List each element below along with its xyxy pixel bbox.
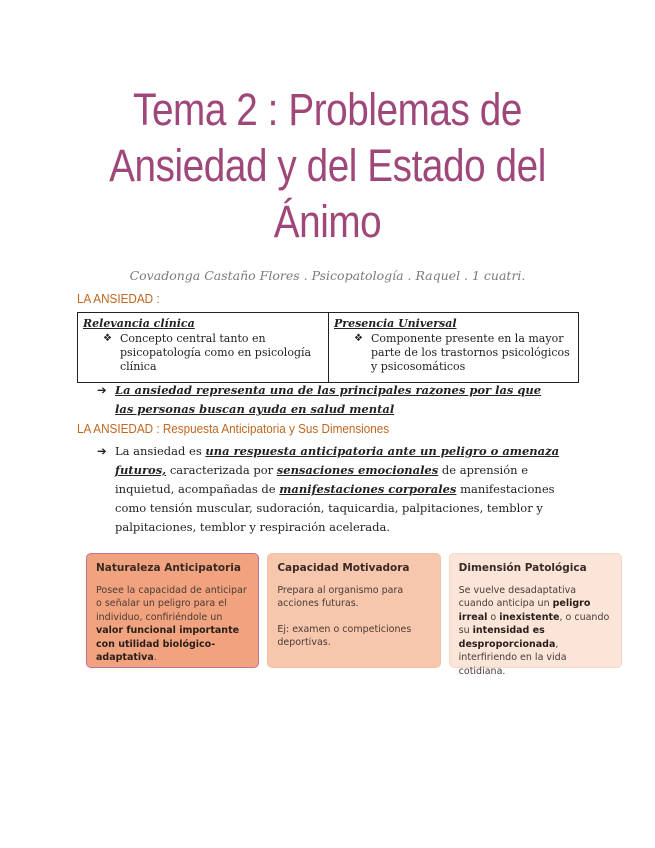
title-line-2: Ansiedad y del Estado del — [109, 140, 546, 191]
diamond-bullet-icon: ❖ — [103, 333, 112, 344]
definition-emphasis-2: sensaciones emocionales — [276, 463, 439, 477]
document-title — [80, 82, 575, 250]
author-subtitle: Covadonga Castaño Flores . Psicopatología . Raquel . 1 cuatri. — [129, 268, 526, 283]
definition-text-4: manifestaciones como tensión muscular, sudoración, taquicardia, palpitaciones, temblor y palpitaciones, temblor y respiración acelerada. — [115, 482, 555, 534]
definition-text — [115, 442, 587, 537]
card-text-part: Se vuelve desadaptativa cuando anticipa un — [458, 584, 577, 609]
cell-row — [334, 332, 573, 374]
card-title: Capacidad Motivadora — [277, 562, 410, 574]
card-text-part: Posee la capacidad de anticipar o señalar un peligro para el individuo, confiriéndole un — [96, 584, 247, 623]
definition-text-3: de aprensión e inquietud, acompañadas de — [115, 463, 529, 496]
card-example: Ej: examen o competiciones deportivas. — [277, 623, 412, 648]
note-text: La ansiedad representa una de las principales razones por las que las personas buscan ayuda en salud mental — [115, 383, 542, 416]
definition-paragraph — [97, 442, 587, 537]
card-text-part: , interfiriendo en la vida cotidiana. — [458, 638, 567, 677]
card-dimension-patologica — [449, 553, 622, 677]
card-text — [459, 584, 612, 679]
table-cell-presencia — [328, 313, 578, 382]
card-bold-part: valor funcional importante con utilidad biológico-adaptativa — [96, 625, 240, 663]
dimension-cards — [86, 553, 622, 677]
arrow-bullet-icon: ➔ — [97, 444, 107, 458]
section-heading-ansiedad: LA ANSIEDAD : — [77, 291, 160, 306]
section-heading-respuesta: LA ANSIEDAD : Respuesta Anticipatoria y Sus Dimensiones — [77, 421, 390, 436]
cell-row — [83, 332, 323, 374]
card-text: Prepara al organismo para acciones futuras. — [277, 584, 404, 609]
title-line-3: Ánimo — [273, 196, 382, 247]
card-bold-part: inexistente — [499, 611, 560, 623]
definition-emphasis-1: una respuesta anticipatoria ante un peligro o amenaza futuros, — [115, 444, 560, 477]
summary-table — [77, 312, 579, 383]
title-line-1: Tema 2 : Problemas de — [133, 84, 522, 135]
definition-text-1: La ansiedad es — [115, 444, 206, 458]
diamond-bullet-icon: ❖ — [354, 333, 363, 344]
cell-text-relevancia: Concepto central tanto en psicopatología como en psicología clínica — [120, 332, 312, 373]
card-capacidad-motivadora — [267, 553, 440, 668]
definition-emphasis-3: manifestaciones corporales — [279, 482, 457, 496]
table-cell-relevancia — [78, 313, 328, 382]
cell-text-presencia: Componente presente en la mayor parte de los trastornos psicológicos y psicosomáticos — [371, 332, 570, 373]
card-text — [96, 584, 249, 665]
arrow-bullet-icon: ➔ — [97, 383, 107, 397]
card-naturaleza-anticipatoria — [86, 553, 259, 668]
cell-title-relevancia: Relevancia clínica — [83, 317, 195, 330]
note-ansiedad — [97, 381, 557, 419]
card-title: Dimensión Patológica — [458, 562, 587, 574]
card-bold-part: peligro irreal — [458, 598, 591, 623]
card-bold-part: intensidad es desproporcionada — [458, 625, 556, 650]
card-text-part: o — [487, 611, 500, 623]
definition-text-2: caracterizada por — [166, 463, 277, 477]
card-text-part: , o cuando su — [458, 611, 610, 636]
card-title: Naturaleza Anticipatoria — [96, 562, 241, 574]
cell-title-presencia: Presencia Universal — [334, 317, 457, 330]
card-text-part: . — [153, 652, 157, 663]
